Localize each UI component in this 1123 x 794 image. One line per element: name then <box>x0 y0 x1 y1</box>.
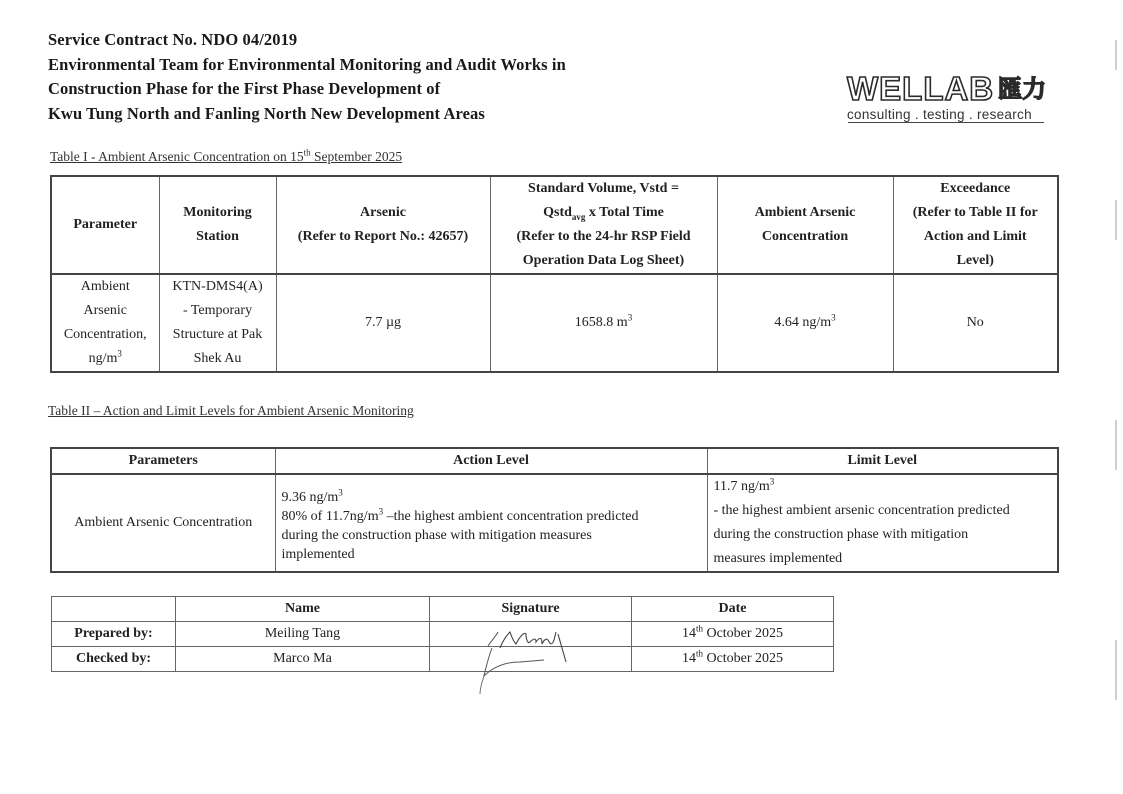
cell-parameter: Ambient Arsenic Concentration <box>51 474 275 572</box>
table-row <box>52 622 834 647</box>
cell-standard-volume: 1658.8 $m^3$ <box>490 274 717 372</box>
table2-caption: Table II – Action and Limit Levels for Ambient Arsenic Monitoring <box>48 403 414 418</box>
header-arsenic: Arsenic (Refer to Report No.: 42657) <box>276 176 490 274</box>
cell-limit-level: 11.7 $ng/m^3$ - the highest ambient arsenic concentration predicted during the construction phase with mitigation measures implemented <box>707 474 1058 572</box>
cell-name: Marco Ma <box>176 647 430 672</box>
header-line-contract: Service Contract No. NDO 04/2019 <box>48 30 298 49</box>
document-header <box>48 28 748 126</box>
logo-cjk-mark: 匯力 <box>998 75 1047 103</box>
table-header-row <box>52 597 834 622</box>
header-monitoring-station: Monitoring Station <box>159 176 276 274</box>
header-standard-volume: Standard Volume, Vstd = Qstd$_{avg}$ x Total Time (Refer to the 24-hr RSP Field Operation Data Log Sheet) <box>490 176 717 274</box>
cell-name: Meiling Tang <box>176 622 430 647</box>
scan-edge-mark <box>1115 420 1117 470</box>
header-ambient-concentration: Ambient Arsenic Concentration <box>717 176 893 274</box>
cell-date: 14th October 2025 <box>632 647 834 672</box>
logo-tagline: consulting . testing . research <box>847 107 1032 122</box>
cell-station: KTN-DMS4(A) - Temporary Structure at Pak Shek Au <box>159 274 276 372</box>
header-parameters: Parameters <box>51 448 275 474</box>
table1-caption: Table I - Ambient Arsenic Concentration on 15th September 2025 <box>50 147 403 164</box>
header-name: Name <box>176 597 430 622</box>
handwritten-signature <box>470 618 590 698</box>
cell-parameter: Ambient Arsenic Concentration, $ng/m^3$ <box>51 274 159 372</box>
signoff-table <box>51 596 834 672</box>
header-line-phase: Construction Phase for the First Phase Development of <box>48 79 441 98</box>
header-parameter: Parameter <box>51 176 159 274</box>
header-blank <box>52 597 176 622</box>
table-header-row <box>51 176 1058 274</box>
row-label-checked: Checked by: <box>52 647 176 672</box>
cell-action-level: 9.36 $ng/m^3$ 80% of $11.7ng/m^3$ –the highest ambient concentration predicted during the construction phase with mitigation measures implemented <box>275 474 707 572</box>
scan-edge-mark <box>1115 640 1117 700</box>
action-limit-table <box>50 447 1059 573</box>
header-action-level: Action Level <box>275 448 707 474</box>
header-line-areas: Kwu Tung North and Fanling North New Development Areas <box>48 103 485 123</box>
scan-edge-mark <box>1115 40 1117 70</box>
logo-divider <box>848 122 1044 123</box>
header-line-team: Environmental Team for Environmental Monitoring and Audit Works in <box>48 54 566 74</box>
row-label-prepared: Prepared by: <box>52 622 176 647</box>
table-row <box>52 647 834 672</box>
wellab-logo <box>847 70 1047 122</box>
header-date: Date <box>632 597 834 622</box>
header-signature: Signature <box>430 597 632 622</box>
table-header-row <box>51 448 1058 474</box>
cell-arsenic: 7.7 µg <box>276 274 490 372</box>
table-row <box>51 274 1058 372</box>
cell-date: 14th October 2025 <box>632 622 834 647</box>
logo-wordmark: WELLAB <box>847 70 995 107</box>
cell-exceedance: No <box>893 274 1058 372</box>
arsenic-concentration-table <box>50 175 1059 373</box>
scan-edge-mark <box>1115 200 1117 240</box>
cell-ambient-concentration: 4.64 $ng/m^3$ <box>717 274 893 372</box>
table-row <box>51 474 1058 572</box>
header-exceedance: Exceedance (Refer to Table II for Action and Limit Level) <box>893 176 1058 274</box>
header-limit-level: Limit Level <box>707 448 1058 474</box>
